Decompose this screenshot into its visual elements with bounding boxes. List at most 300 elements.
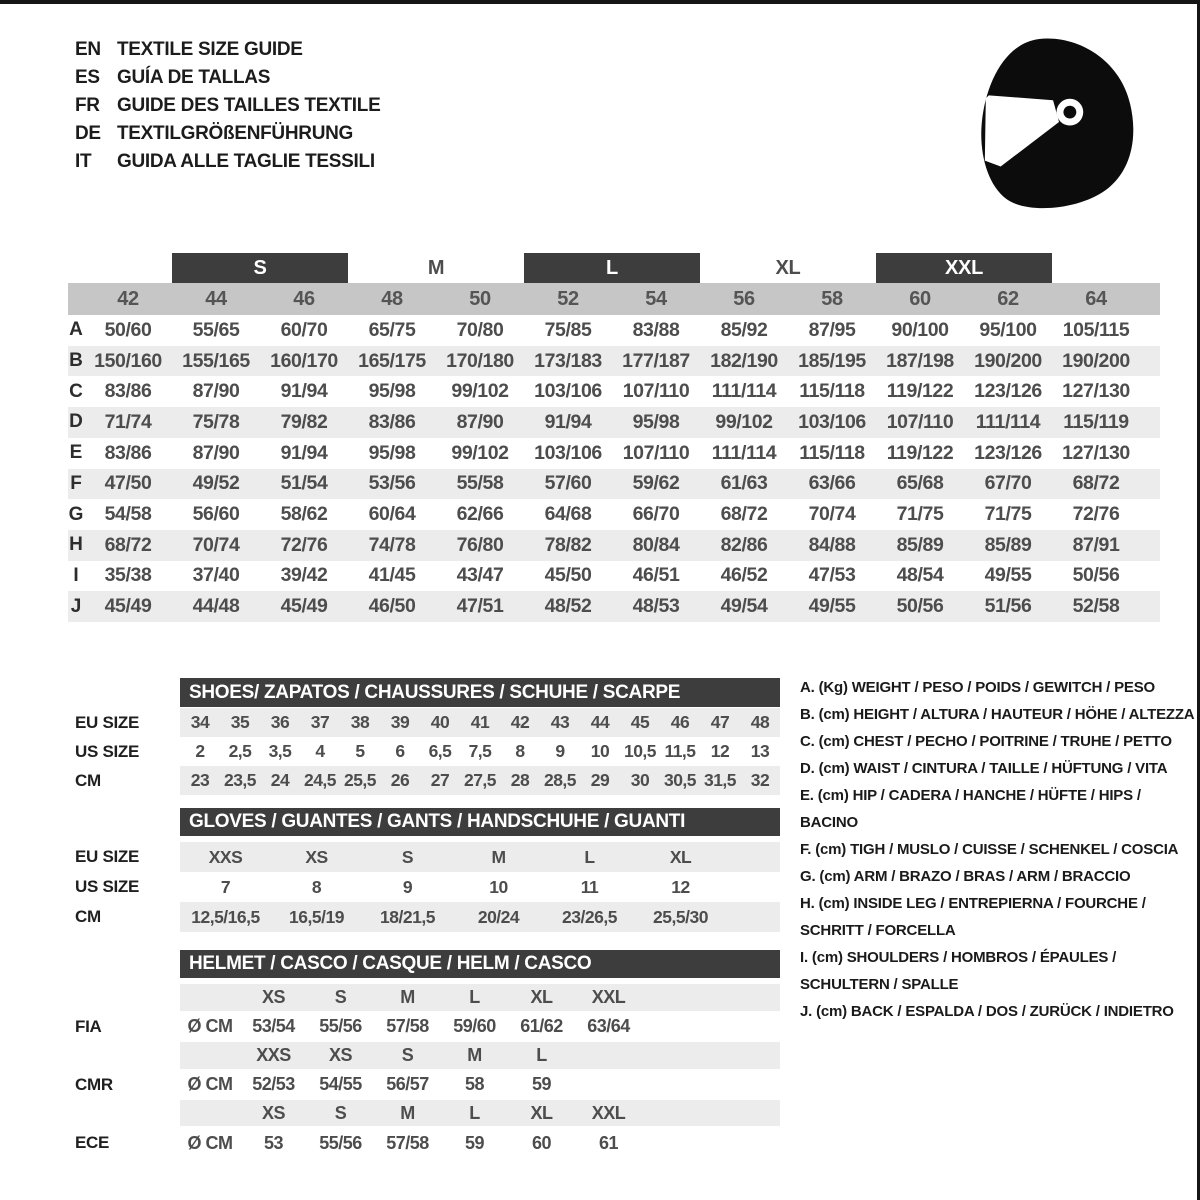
gloves-value: 23/26,5 bbox=[562, 906, 617, 927]
measurement-cell: 177/187 bbox=[622, 349, 690, 372]
measurement-cell: 48/52 bbox=[544, 595, 592, 618]
shoes-row-cm bbox=[75, 766, 780, 795]
row-label: US SIZE bbox=[75, 741, 140, 761]
measurement-cell: 85/92 bbox=[720, 318, 768, 341]
language-row bbox=[75, 120, 380, 148]
language-title: TEXTILGRÖßENFÜHRUNG bbox=[117, 123, 354, 144]
shoes-value: 24 bbox=[270, 770, 290, 790]
shoes-value: 32 bbox=[750, 770, 770, 790]
measurement-cell: 58/62 bbox=[280, 503, 328, 526]
size-group-xl: XL bbox=[775, 256, 801, 279]
language-code: IT bbox=[75, 151, 92, 172]
helmet-value: 56/57 bbox=[386, 1074, 429, 1094]
measurement-cell: 119/122 bbox=[886, 441, 954, 464]
helmet-size-label: XS bbox=[261, 1102, 285, 1123]
row-letter: H bbox=[69, 534, 83, 556]
shoes-value: 5 bbox=[355, 741, 365, 761]
size-column-header: 60 bbox=[909, 287, 931, 310]
shoes-value: 36 bbox=[270, 712, 290, 732]
shoes-value: 45 bbox=[630, 712, 650, 732]
shoes-value: 9 bbox=[555, 741, 565, 761]
gloves-value: L bbox=[584, 846, 595, 867]
measurement-cell: 107/110 bbox=[622, 441, 690, 464]
shoes-value: 40 bbox=[430, 712, 450, 732]
gloves-value: XL bbox=[669, 846, 692, 867]
gloves-value: S bbox=[401, 846, 414, 867]
language-code: EN bbox=[75, 39, 101, 60]
measurement-row-j bbox=[68, 591, 1160, 622]
shoes-value: 30 bbox=[630, 770, 650, 790]
measurement-row-i bbox=[68, 561, 1160, 592]
helmet-value: 57/58 bbox=[386, 1132, 429, 1153]
measurement-cell: 99/102 bbox=[451, 441, 509, 464]
measurement-cell: 85/89 bbox=[984, 533, 1032, 556]
measurement-cell: 190/200 bbox=[1062, 349, 1130, 372]
helmet-value: 52/53 bbox=[252, 1074, 295, 1094]
measurement-cell: 83/86 bbox=[104, 441, 152, 464]
shoes-title-bar: SHOES/ ZAPATOS / CHAUSSURES / SCHUHE / SCARPE bbox=[180, 678, 780, 707]
language-code: DE bbox=[75, 123, 101, 144]
size-column-header: 48 bbox=[381, 287, 403, 310]
size-group-l: L bbox=[524, 253, 700, 283]
helmet-size-label: M bbox=[467, 1045, 482, 1065]
measurement-cell: 78/82 bbox=[544, 533, 592, 556]
gloves-row-cm bbox=[75, 902, 780, 932]
gloves-value: 16,5/19 bbox=[289, 906, 344, 927]
size-column-header: 58 bbox=[821, 287, 843, 310]
legend-item: B. (cm) HEIGHT / ALTURA / HAUTEUR / HÖHE / ALTEZZA bbox=[800, 706, 1195, 723]
measurement-row-c bbox=[68, 376, 1160, 407]
size-group-s: S bbox=[172, 253, 348, 283]
size-column-header: 52 bbox=[557, 287, 579, 310]
measurement-cell: 51/56 bbox=[984, 595, 1032, 618]
shoes-value: 30,5 bbox=[663, 770, 697, 790]
shoes-value: 28 bbox=[510, 770, 530, 790]
size-column-header: 50 bbox=[469, 287, 491, 310]
shoes-value: 6 bbox=[395, 741, 405, 761]
shoes-value: 7,5 bbox=[468, 741, 492, 761]
measurement-cell: 68/72 bbox=[720, 503, 768, 526]
measurement-cell: 79/82 bbox=[280, 410, 328, 433]
measurement-cell: 46/52 bbox=[720, 564, 768, 587]
measurement-cell: 62/66 bbox=[456, 503, 504, 526]
measurement-cell: 107/110 bbox=[622, 380, 690, 403]
shoes-value: 24,5 bbox=[303, 770, 337, 790]
measurement-cell: 127/130 bbox=[1062, 380, 1130, 403]
helmet-title-bar: HELMET / CASCO / CASQUE / HELM / CASCO bbox=[180, 950, 780, 978]
measurement-cell: 70/74 bbox=[808, 503, 856, 526]
measurement-cell: 87/90 bbox=[192, 380, 240, 403]
gloves-value: M bbox=[491, 846, 506, 867]
row-letter: C bbox=[69, 380, 83, 402]
language-title: GUIDE DES TAILLES TEXTILE bbox=[117, 95, 381, 116]
legend-item: C. (cm) CHEST / PECHO / POITRINE / TRUHE / PETTO bbox=[800, 733, 1172, 750]
gloves-value: 25,5/30 bbox=[653, 906, 708, 927]
shoes-value: 4 bbox=[315, 741, 325, 761]
measurement-cell: 107/110 bbox=[886, 410, 954, 433]
shoes-value: 11,5 bbox=[664, 741, 696, 761]
measurement-cell: 76/80 bbox=[456, 533, 504, 556]
unit-cell: Ø CM bbox=[187, 1016, 233, 1036]
measurement-cell: 53/56 bbox=[368, 472, 416, 495]
shoes-row-us-size bbox=[75, 737, 780, 766]
legend-item: E. (cm) HIP / CADERA / HANCHE / HÜFTE / HIPS / BACINO bbox=[800, 787, 1141, 831]
row-label: CM bbox=[75, 907, 101, 926]
measurement-cell: 56/60 bbox=[192, 503, 240, 526]
helmet-values-row-ece bbox=[75, 1126, 780, 1160]
measurement-cell: 83/86 bbox=[104, 380, 152, 403]
helmet-size-label: S bbox=[334, 1102, 347, 1123]
measurement-cell: 115/118 bbox=[799, 380, 865, 403]
helmet-value: 60 bbox=[531, 1132, 552, 1153]
visor-pivot-dot bbox=[1063, 106, 1076, 119]
measurement-cell: 95/98 bbox=[368, 380, 416, 403]
measurement-cell: 91/94 bbox=[544, 410, 592, 433]
measurement-cell: 50/56 bbox=[896, 595, 944, 618]
shoes-value: 2,5 bbox=[228, 741, 252, 761]
language-row bbox=[75, 148, 380, 176]
row-label: CM bbox=[75, 770, 101, 790]
helmet-value: 53 bbox=[263, 1132, 284, 1153]
measurement-row-f bbox=[68, 469, 1160, 500]
shoes-value: 38 bbox=[350, 712, 370, 732]
measurement-cell: 160/170 bbox=[270, 349, 338, 372]
helmet-value: 58 bbox=[464, 1074, 485, 1094]
language-title: GUÍA DE TALLAS bbox=[117, 67, 271, 88]
row-label: US SIZE bbox=[75, 877, 140, 896]
language-row bbox=[75, 64, 380, 92]
legend-item: F. (cm) TIGH / MUSLO / CUISSE / SCHENKEL / COSCIA bbox=[800, 841, 1179, 858]
shoes-value: 43 bbox=[550, 712, 570, 732]
measurement-cell: 49/52 bbox=[192, 472, 240, 495]
measurement-cell: 65/68 bbox=[896, 472, 944, 495]
row-label: EU SIZE bbox=[75, 847, 140, 866]
measurement-cell: 60/64 bbox=[368, 503, 416, 526]
measurement-cell: 170/180 bbox=[446, 349, 514, 372]
measurement-cell: 165/175 bbox=[358, 349, 426, 372]
row-letter: F bbox=[70, 472, 82, 494]
helmet-size-label: L bbox=[536, 1045, 547, 1065]
measurement-cell: 44/48 bbox=[192, 595, 240, 618]
measurement-cell: 87/95 bbox=[808, 318, 856, 341]
helmet-table bbox=[75, 950, 780, 1162]
size-group-m: M bbox=[427, 256, 445, 279]
size-column-header: 46 bbox=[293, 287, 315, 310]
measurement-cell: 71/75 bbox=[896, 503, 944, 526]
legend-item: H. (cm) INSIDE LEG / ENTREPIERNA / FOURCHE / SCHRITT / FORCELLA bbox=[800, 895, 1146, 939]
measurement-cell: 46/51 bbox=[632, 564, 680, 587]
legend-item: J. (cm) BACK / ESPALDA / DOS / ZURÜCK / INDIETRO bbox=[800, 1003, 1174, 1020]
measurement-row-b bbox=[68, 346, 1160, 377]
measurement-cell: 50/60 bbox=[104, 318, 152, 341]
shoes-value: 10,5 bbox=[623, 741, 657, 761]
shoes-value: 27,5 bbox=[463, 770, 497, 790]
measurement-cell: 39/42 bbox=[280, 564, 328, 587]
measurement-cell: 60/70 bbox=[280, 318, 328, 341]
measurement-cell: 75/78 bbox=[192, 410, 240, 433]
measurement-cell: 155/165 bbox=[182, 349, 250, 372]
row-letter: A bbox=[69, 319, 83, 341]
standard-label: ECE bbox=[75, 1133, 110, 1152]
gloves-value: XXS bbox=[208, 846, 243, 867]
helmet-sizes-row-cmr bbox=[75, 1042, 780, 1069]
gloves-value: 7 bbox=[220, 876, 231, 897]
measurement-cell: 45/50 bbox=[544, 564, 592, 587]
gloves-value: 10 bbox=[489, 876, 508, 897]
helmet-values-row-cmr bbox=[75, 1069, 780, 1100]
measurement-cell: 68/72 bbox=[1072, 472, 1120, 495]
row-letter: G bbox=[68, 503, 84, 525]
size-column-header: 56 bbox=[733, 287, 755, 310]
helmet-value: 59 bbox=[531, 1074, 552, 1094]
size-group-row bbox=[68, 253, 1160, 283]
helmet-value: 54/55 bbox=[319, 1074, 362, 1094]
shoes-value: 13 bbox=[750, 741, 770, 761]
measurement-cell: 35/38 bbox=[104, 564, 152, 587]
shoes-value: 27 bbox=[430, 770, 450, 790]
shoes-value: 29 bbox=[590, 770, 610, 790]
measurement-cell: 49/54 bbox=[720, 595, 768, 618]
row-letter: E bbox=[69, 442, 83, 464]
measurement-cell: 57/60 bbox=[544, 472, 592, 495]
measurement-cell: 48/54 bbox=[896, 564, 944, 587]
size-column-header: 62 bbox=[997, 287, 1019, 310]
language-row bbox=[75, 92, 380, 120]
helmet-size-label: XS bbox=[261, 987, 285, 1007]
measurement-cell: 59/62 bbox=[632, 472, 680, 495]
row-letter: I bbox=[73, 564, 79, 586]
helmet-size-label: XS bbox=[328, 1045, 352, 1065]
measurement-row-g bbox=[68, 499, 1160, 530]
measurement-cell: 103/106 bbox=[534, 380, 602, 403]
legend-item: A. (Kg) WEIGHT / PESO / POIDS / GEWITCH / PESO bbox=[800, 679, 1155, 696]
gloves-row-eu-size bbox=[75, 842, 780, 872]
helmet-value: 59 bbox=[464, 1132, 485, 1153]
language-code: FR bbox=[75, 95, 100, 116]
helmet-size-label: L bbox=[469, 987, 480, 1007]
helmet-sizes-row-fia bbox=[75, 984, 780, 1011]
measurement-cell: 48/53 bbox=[632, 595, 680, 618]
measurement-cell: 66/70 bbox=[632, 503, 680, 526]
row-label: EU SIZE bbox=[75, 712, 140, 732]
helmet-value: 55/56 bbox=[319, 1132, 362, 1153]
measurement-cell: 72/76 bbox=[280, 533, 328, 556]
measurement-cell: 123/126 bbox=[974, 380, 1042, 403]
gloves-value: 20/24 bbox=[477, 906, 520, 927]
measurement-cell: 64/68 bbox=[544, 503, 592, 526]
row-letter: D bbox=[69, 411, 83, 433]
shoes-value: 25,5 bbox=[343, 770, 377, 790]
measurement-cell: 90/100 bbox=[891, 318, 949, 341]
shoes-value: 41 bbox=[470, 712, 490, 732]
row-letter: B bbox=[69, 350, 83, 372]
shoes-value: 39 bbox=[390, 712, 410, 732]
measurement-cell: 74/78 bbox=[368, 533, 416, 556]
measurement-cell: 99/102 bbox=[715, 410, 773, 433]
shoes-value: 6,5 bbox=[428, 741, 452, 761]
measurement-cell: 150/160 bbox=[94, 349, 162, 372]
shoes-value: 28,5 bbox=[543, 770, 577, 790]
legend-item: G. (cm) ARM / BRAZO / BRAS / ARM / BRACCIO bbox=[800, 868, 1131, 885]
helmet-size-label: S bbox=[401, 1045, 414, 1065]
measurement-cell: 68/72 bbox=[104, 533, 152, 556]
helmet-size-label: L bbox=[469, 1102, 480, 1123]
helmet-value: 53/54 bbox=[252, 1016, 295, 1036]
textile-size-table bbox=[68, 253, 1160, 622]
shoes-value: 2 bbox=[195, 741, 205, 761]
helmet-size-label: XXS bbox=[256, 1045, 291, 1065]
measurement-row-d bbox=[68, 407, 1160, 438]
measurement-cell: 55/58 bbox=[456, 472, 504, 495]
gloves-value: 12 bbox=[671, 876, 690, 897]
measurement-cell: 70/74 bbox=[192, 533, 240, 556]
measurement-cell: 173/183 bbox=[534, 349, 602, 372]
gloves-value: 8 bbox=[311, 876, 322, 897]
numeric-size-header-row bbox=[68, 283, 1160, 315]
helmet-size-label: XL bbox=[530, 987, 553, 1007]
racing-helmet-icon bbox=[978, 35, 1140, 213]
size-column-header: 44 bbox=[205, 287, 227, 310]
measurement-cell: 111/114 bbox=[975, 410, 1041, 433]
language-title: GUIDA ALLE TAGLIE TESSILI bbox=[117, 151, 375, 172]
measurement-cell: 91/94 bbox=[280, 380, 328, 403]
helmet-value: 59/60 bbox=[453, 1016, 496, 1036]
measurement-cell: 182/190 bbox=[710, 349, 778, 372]
shoes-value: 46 bbox=[670, 712, 690, 732]
gloves-value: XS bbox=[305, 846, 328, 867]
size-column-header: 42 bbox=[117, 287, 139, 310]
size-column-header: 64 bbox=[1085, 287, 1107, 310]
measurement-cell: 51/54 bbox=[280, 472, 328, 495]
shoes-row-eu-size bbox=[75, 708, 780, 737]
row-letter: J bbox=[70, 595, 82, 617]
measurement-row-h bbox=[68, 530, 1160, 561]
measurement-cell: 83/88 bbox=[632, 318, 680, 341]
shoes-value: 34 bbox=[190, 712, 210, 732]
unit-cell: Ø CM bbox=[187, 1132, 233, 1153]
shoes-value: 23 bbox=[190, 770, 210, 790]
helmet-size-label: M bbox=[400, 987, 415, 1007]
measurement-cell: 63/66 bbox=[808, 472, 856, 495]
measurement-cell: 95/98 bbox=[368, 441, 416, 464]
measurement-cell: 47/53 bbox=[808, 564, 856, 587]
measurement-cell: 103/106 bbox=[798, 410, 866, 433]
size-column-header: 54 bbox=[645, 287, 667, 310]
shoes-value: 10 bbox=[590, 741, 610, 761]
measurement-cell: 72/76 bbox=[1072, 503, 1120, 526]
helmet-size-label: XXL bbox=[591, 1102, 626, 1123]
measurement-cell: 49/55 bbox=[808, 595, 856, 618]
gloves-value: 18/21,5 bbox=[380, 906, 435, 927]
measurement-cell: 84/88 bbox=[808, 533, 856, 556]
measurement-cell: 71/74 bbox=[104, 410, 152, 433]
measurement-cell: 95/100 bbox=[979, 318, 1037, 341]
helmet-size-label: XXL bbox=[591, 987, 626, 1007]
measurement-cell: 190/200 bbox=[974, 349, 1042, 372]
measurement-cell: 45/49 bbox=[104, 595, 152, 618]
measurement-legend bbox=[800, 674, 1200, 1025]
legend-item: D. (cm) WAIST / CINTURA / TAILLE / HÜFTUNG / VITA bbox=[800, 760, 1168, 777]
gloves-table bbox=[75, 808, 780, 928]
measurement-cell: 50/56 bbox=[1072, 564, 1120, 587]
measurement-cell: 105/115 bbox=[1062, 318, 1130, 341]
gloves-value: 9 bbox=[402, 876, 413, 897]
measurement-cell: 75/85 bbox=[544, 318, 592, 341]
measurement-cell: 115/119 bbox=[1063, 410, 1129, 433]
measurement-cell: 187/198 bbox=[886, 349, 954, 372]
helmet-size-label: XL bbox=[530, 1102, 553, 1123]
measurement-cell: 71/75 bbox=[984, 503, 1032, 526]
standard-label: CMR bbox=[75, 1074, 113, 1094]
measurement-cell: 103/106 bbox=[534, 441, 602, 464]
page-border-top bbox=[0, 0, 1200, 4]
language-row bbox=[75, 36, 380, 64]
language-code: ES bbox=[75, 67, 100, 88]
measurement-cell: 80/84 bbox=[632, 533, 680, 556]
shoes-value: 48 bbox=[750, 712, 770, 732]
measurement-cell: 127/130 bbox=[1062, 441, 1130, 464]
gloves-value: 12,5/16,5 bbox=[191, 906, 260, 927]
shoes-value: 44 bbox=[590, 712, 610, 732]
measurement-cell: 119/122 bbox=[886, 380, 954, 403]
measurement-cell: 47/50 bbox=[104, 472, 152, 495]
shoes-value: 42 bbox=[510, 712, 530, 732]
measurement-cell: 49/55 bbox=[984, 564, 1032, 587]
gloves-value: 11 bbox=[580, 876, 599, 897]
gloves-title-bar: GLOVES / GUANTES / GANTS / HANDSCHUHE / GUANTI bbox=[180, 808, 780, 836]
measurement-cell: 37/40 bbox=[192, 564, 240, 587]
measurement-cell: 87/90 bbox=[192, 441, 240, 464]
measurement-cell: 87/90 bbox=[456, 410, 504, 433]
standard-label: FIA bbox=[75, 1016, 102, 1036]
measurement-cell: 83/86 bbox=[368, 410, 416, 433]
helmet-sizes-row-ece bbox=[75, 1100, 780, 1126]
helmet-values-row-fia bbox=[75, 1011, 780, 1042]
measurement-cell: 95/98 bbox=[632, 410, 680, 433]
measurement-cell: 185/195 bbox=[798, 349, 866, 372]
measurement-cell: 65/75 bbox=[368, 318, 416, 341]
helmet-value: 61 bbox=[598, 1132, 619, 1153]
gloves-row-us-size bbox=[75, 872, 780, 902]
helmet-size-label: S bbox=[334, 987, 347, 1007]
measurement-cell: 46/50 bbox=[368, 595, 416, 618]
measurement-row-a bbox=[68, 315, 1160, 346]
shoes-value: 23,5 bbox=[223, 770, 257, 790]
helmet-value: 61/62 bbox=[520, 1016, 563, 1036]
shoes-value: 47 bbox=[710, 712, 730, 732]
measurement-cell: 99/102 bbox=[451, 380, 509, 403]
measurement-cell: 52/58 bbox=[1072, 595, 1120, 618]
measurement-cell: 54/58 bbox=[104, 503, 152, 526]
measurement-cell: 87/91 bbox=[1072, 533, 1120, 556]
shoes-value: 12 bbox=[710, 741, 730, 761]
measurement-cell: 55/65 bbox=[192, 318, 240, 341]
shoes-value: 37 bbox=[310, 712, 330, 732]
measurement-cell: 85/89 bbox=[896, 533, 944, 556]
measurement-cell: 82/86 bbox=[720, 533, 768, 556]
helmet-size-label: M bbox=[400, 1102, 415, 1123]
size-group-xxl: XXL bbox=[876, 253, 1052, 283]
measurement-cell: 67/70 bbox=[984, 472, 1032, 495]
measurement-cell: 61/63 bbox=[720, 472, 768, 495]
measurement-row-e bbox=[68, 438, 1160, 469]
measurement-cell: 91/94 bbox=[280, 441, 328, 464]
measurement-cell: 43/47 bbox=[456, 564, 504, 587]
unit-cell: Ø CM bbox=[187, 1074, 233, 1094]
shoes-value: 35 bbox=[230, 712, 250, 732]
measurement-cell: 111/114 bbox=[711, 441, 777, 464]
measurement-cell: 111/114 bbox=[711, 380, 777, 403]
